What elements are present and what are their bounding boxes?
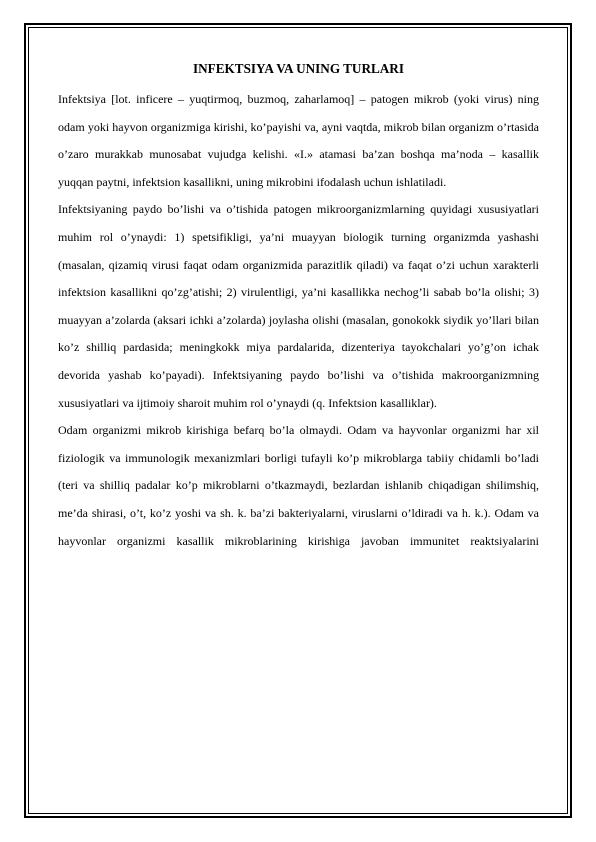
paragraph-organism-resistance: Odam organizmi mikrob kirishiga befarq bo’la olmaydi. Odam va hayvonlar organizmi har xil fiziologik va immunologik mexanizmlari borligi tufayli ko’p mikroblarga tabiiy chidamli bo’ladi (teri va shilliq padalar ko’p mikroblarni o’tkazmaydi, bezlardan ishlanib chiqadigan shilimshiq, me’da shirasi, o’t, ko’z yoshi va sh. k. ba’zi bakteriyalarni, viruslarni o’ldiradi va h. k.). Odam va hayvonlar organizmi kasallik mikroblarining kirishiga javoban immunitet reaktsiyalarini	[58, 423, 539, 548]
paragraph-pathogen-properties: Infektsiyaning paydo bo’lishi va o’tishida patogen mikroorganizmlarning quyidagi xususiyatlari muhim rol o’ynaydi: 1) spetsifikligi, ya’ni muayyan biologik turning organizmda yashashi (masalan, qizamiq virusi faqat odam organizmida parazitlik qiladi) va faqat o’zi uchun xarakterli infektsion kasallikni qo’zg’atishi; 2) virulentligi, ya’ni kasallikka nechog’li sabab bo’la olishi; 3) muayyan a’zolarda (aksari ichki a’zolarda) joylasha olishi (masalan, gonokokk siydik yo’llari bilan ko’z shilliq pardasida; meningkokk miya pardalarida, dizenteriya tayokchalari yo’g’on ichak devorida yashab ko’payadi). Infektsiyaning paydo bo’lishi va o’tishida makroorganizmning xususiyatlari va ijtimoiy sharoit muhim rol o’ynaydi (q. Infektsion kasalliklar).	[58, 202, 539, 410]
document-body	[58, 58, 539, 555]
document-title: INFEKTSIYA VA UNING TURLARI	[193, 61, 404, 76]
paragraph-infection-definition: Infektsiya [lot. inficere – yuqtirmoq, buzmoq, zaharlamoq] – patogen mikrob (yoki virus) ning odam yoki hayvon organizmiga kirishi, ko’payishi va, ayni vaqtda, mikrob bilan organizm o’rtasida o’zaro murakkab munosabat vujudga kelishi. «I.» atamasi ba’zan boshqa ma’noda – kasallik yuqqan paytni, infektsion kasallikni, uning mikrobini ifodalash uchun ishlatiladi.	[58, 92, 539, 189]
